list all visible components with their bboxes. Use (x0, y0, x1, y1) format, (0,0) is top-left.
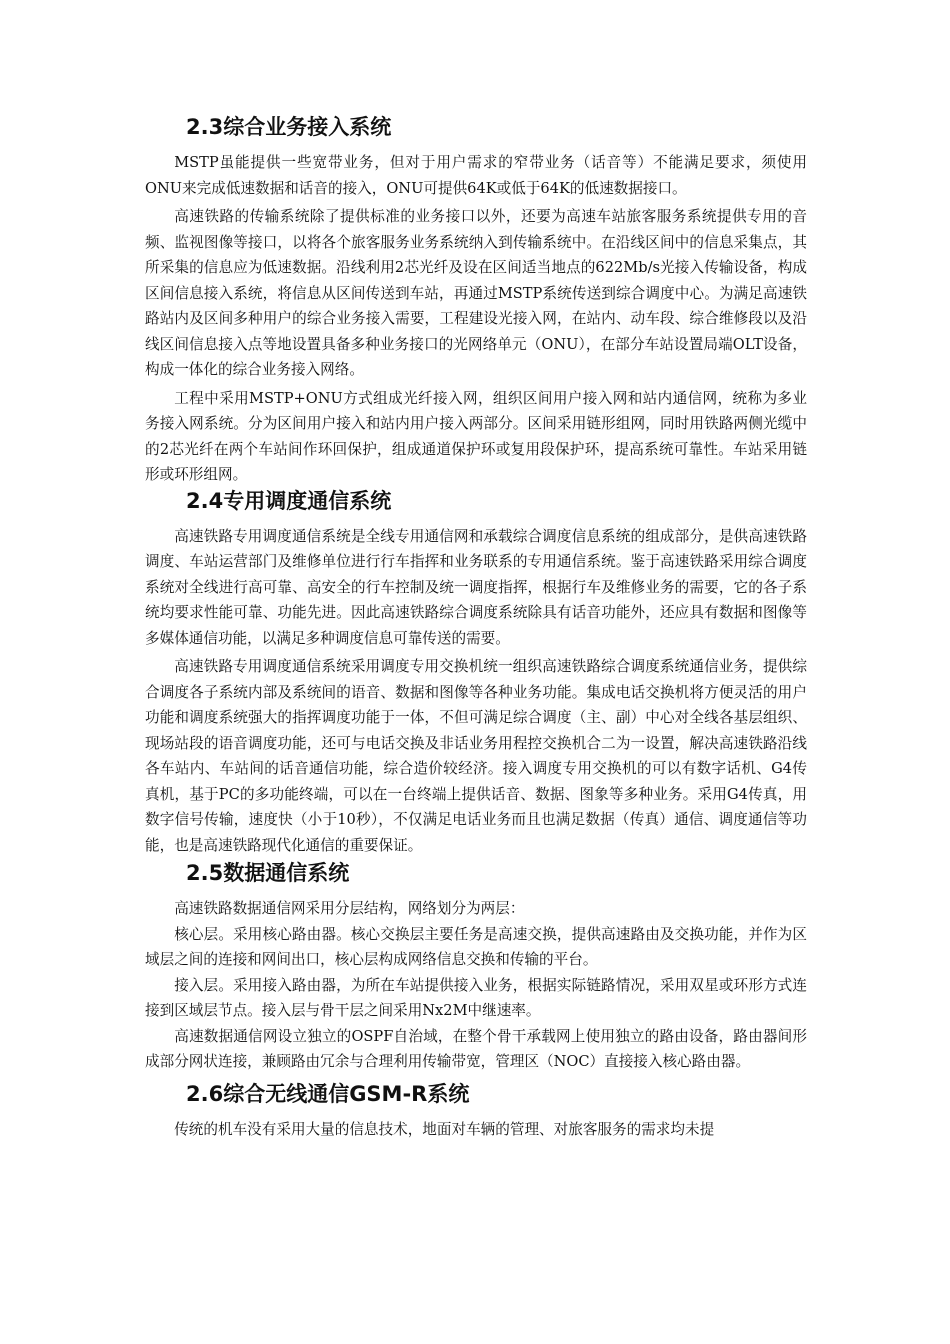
section-heading-2-3: 2.3综合业务接入系统 (186, 115, 392, 139)
section-heading-2-5: 2.5数据通信系统 (186, 861, 350, 885)
paragraph: 传统的机车没有采用大量的信息技术，地面对车辆的管理、对旅客服务的需求均未提 (174, 1120, 715, 1138)
section-heading-2-6: 2.6综合无线通信GSM-R系统 (186, 1081, 470, 1106)
paragraph: 高速铁路数据通信网采用分层结构，网络划分为两层： (174, 900, 525, 917)
section-2-5 (145, 858, 807, 1075)
section-2-3 (145, 112, 807, 488)
paragraph: 高速数据通信网设立独立的OSPF自治域，在整个骨干承载网上使用独立的路由设备，路由器间形成部分网状连接，兼顾路由冗余与合理利用传输带宽，管理区（NOC）直接接入核心路由器。 (145, 1027, 807, 1070)
document-page (145, 112, 807, 1142)
section-2-6 (145, 1079, 807, 1143)
paragraph: 高速铁路专用调度通信系统采用调度专用交换机统一组织高速铁路综合调度系统通信业务，提供综合调度各子系统内部及系统间的语音、数据和图像等各种业务功能。集成电话交换机将方便灵活的用户功能和调度系统强大的指挥调度功能于一体，不但可满足综合调度（主、副）中心对全线各基层组织、现场站段的语音调度功能，还可与电话交换及非话业务用程控交换机合二为一设置，解决高速铁路沿线各车站内、车站间的话音通信功能，综合造价较经济。接入调度专用交换机的可以有数字话机、G4传真机，基于PC的多功能终端，可以在一台终端上提供话音、数据、图象等多种业务。采用G4传真，用数字信号传输，速度快（小于10秒），不仅满足电话业务而且也满足数据（传真）通信、调度通信等功能，也是高速铁路现代化通信的重要保证。 (145, 658, 807, 854)
paragraph: 高速铁路专用调度通信系统是全线专用通信网和承载综合调度信息系统的组成部分，是供高速铁路调度、车站运营部门及维修单位进行行车指挥和业务联系的专用通信系统。鉴于高速铁路采用综合调度系统对全线进行高可靠、高安全的行车控制及统一调度指挥，根据行车及维修业务的需要，它的各子系统均要求性能可靠、功能先进。因此高速铁路综合调度系统除具有话音功能外，还应具有数据和图像等多媒体通信功能，以满足多种调度信息可靠传送的需要。 (145, 527, 807, 647)
paragraph: 高速铁路的传输系统除了提供标准的业务接口以外，还要为高速车站旅客服务系统提供专用的音频、监视图像等接口，以将各个旅客服务业务系统纳入到传输系统中。在沿线区间中的信息采集点，其所采集的信息应为低速数据。沿线利用2芯光纤及设在区间适当地点的622Mb/s光接入传输设备，构成区间信息接入系统，将信息从区间传送到车站，再通过MSTP系统传送到综合调度中心。为满足高速铁路站内及区间多种用户的综合业务接入需要，工程建设光接入网，在站内、动车段、综合维修段以及沿线区间信息接入点等地设置具备多种业务接口的光网络单元（ONU），在部分车站设置局端OLT设备，构成一体化的综合业务接入网络。 (145, 208, 807, 378)
paragraph: MSTP虽能提供一些宽带业务，但对于用户需求的窄带业务（话音等）不能满足要求，须使用ONU来完成低速数据和话音的接入，ONU可提供64K或低于64K的低速数据接口。 (145, 154, 807, 197)
paragraph: 核心层。采用核心路由器。核心交换层主要任务是高速交换，提供高速路由及交换功能，并作为区域层之间的连接和网间出口，核心层构成网络信息交换和传输的平台。 (145, 925, 807, 968)
section-2-4 (145, 486, 807, 859)
paragraph: 接入层。采用接入路由器，为所在车站提供接入业务，根据实际链路情况，采用双星或环形方式连接到区域层节点。接入层与骨干层之间采用Nx2M中继速率。 (145, 976, 807, 1019)
section-heading-2-4: 2.4专用调度通信系统 (186, 488, 392, 513)
paragraph: 工程中采用MSTP+ONU方式组成光纤接入网，组织区间用户接入网和站内通信网，统称为多业务接入网系统。分为区间用户接入和站内用户接入两部分。区间采用链形组网，同时用铁路两侧光缆中的2芯光纤在两个车站间作环回保护，组成通道保护环或复用段保护环，提高系统可靠性。车站采用链形或环形组网。 (145, 389, 807, 483)
